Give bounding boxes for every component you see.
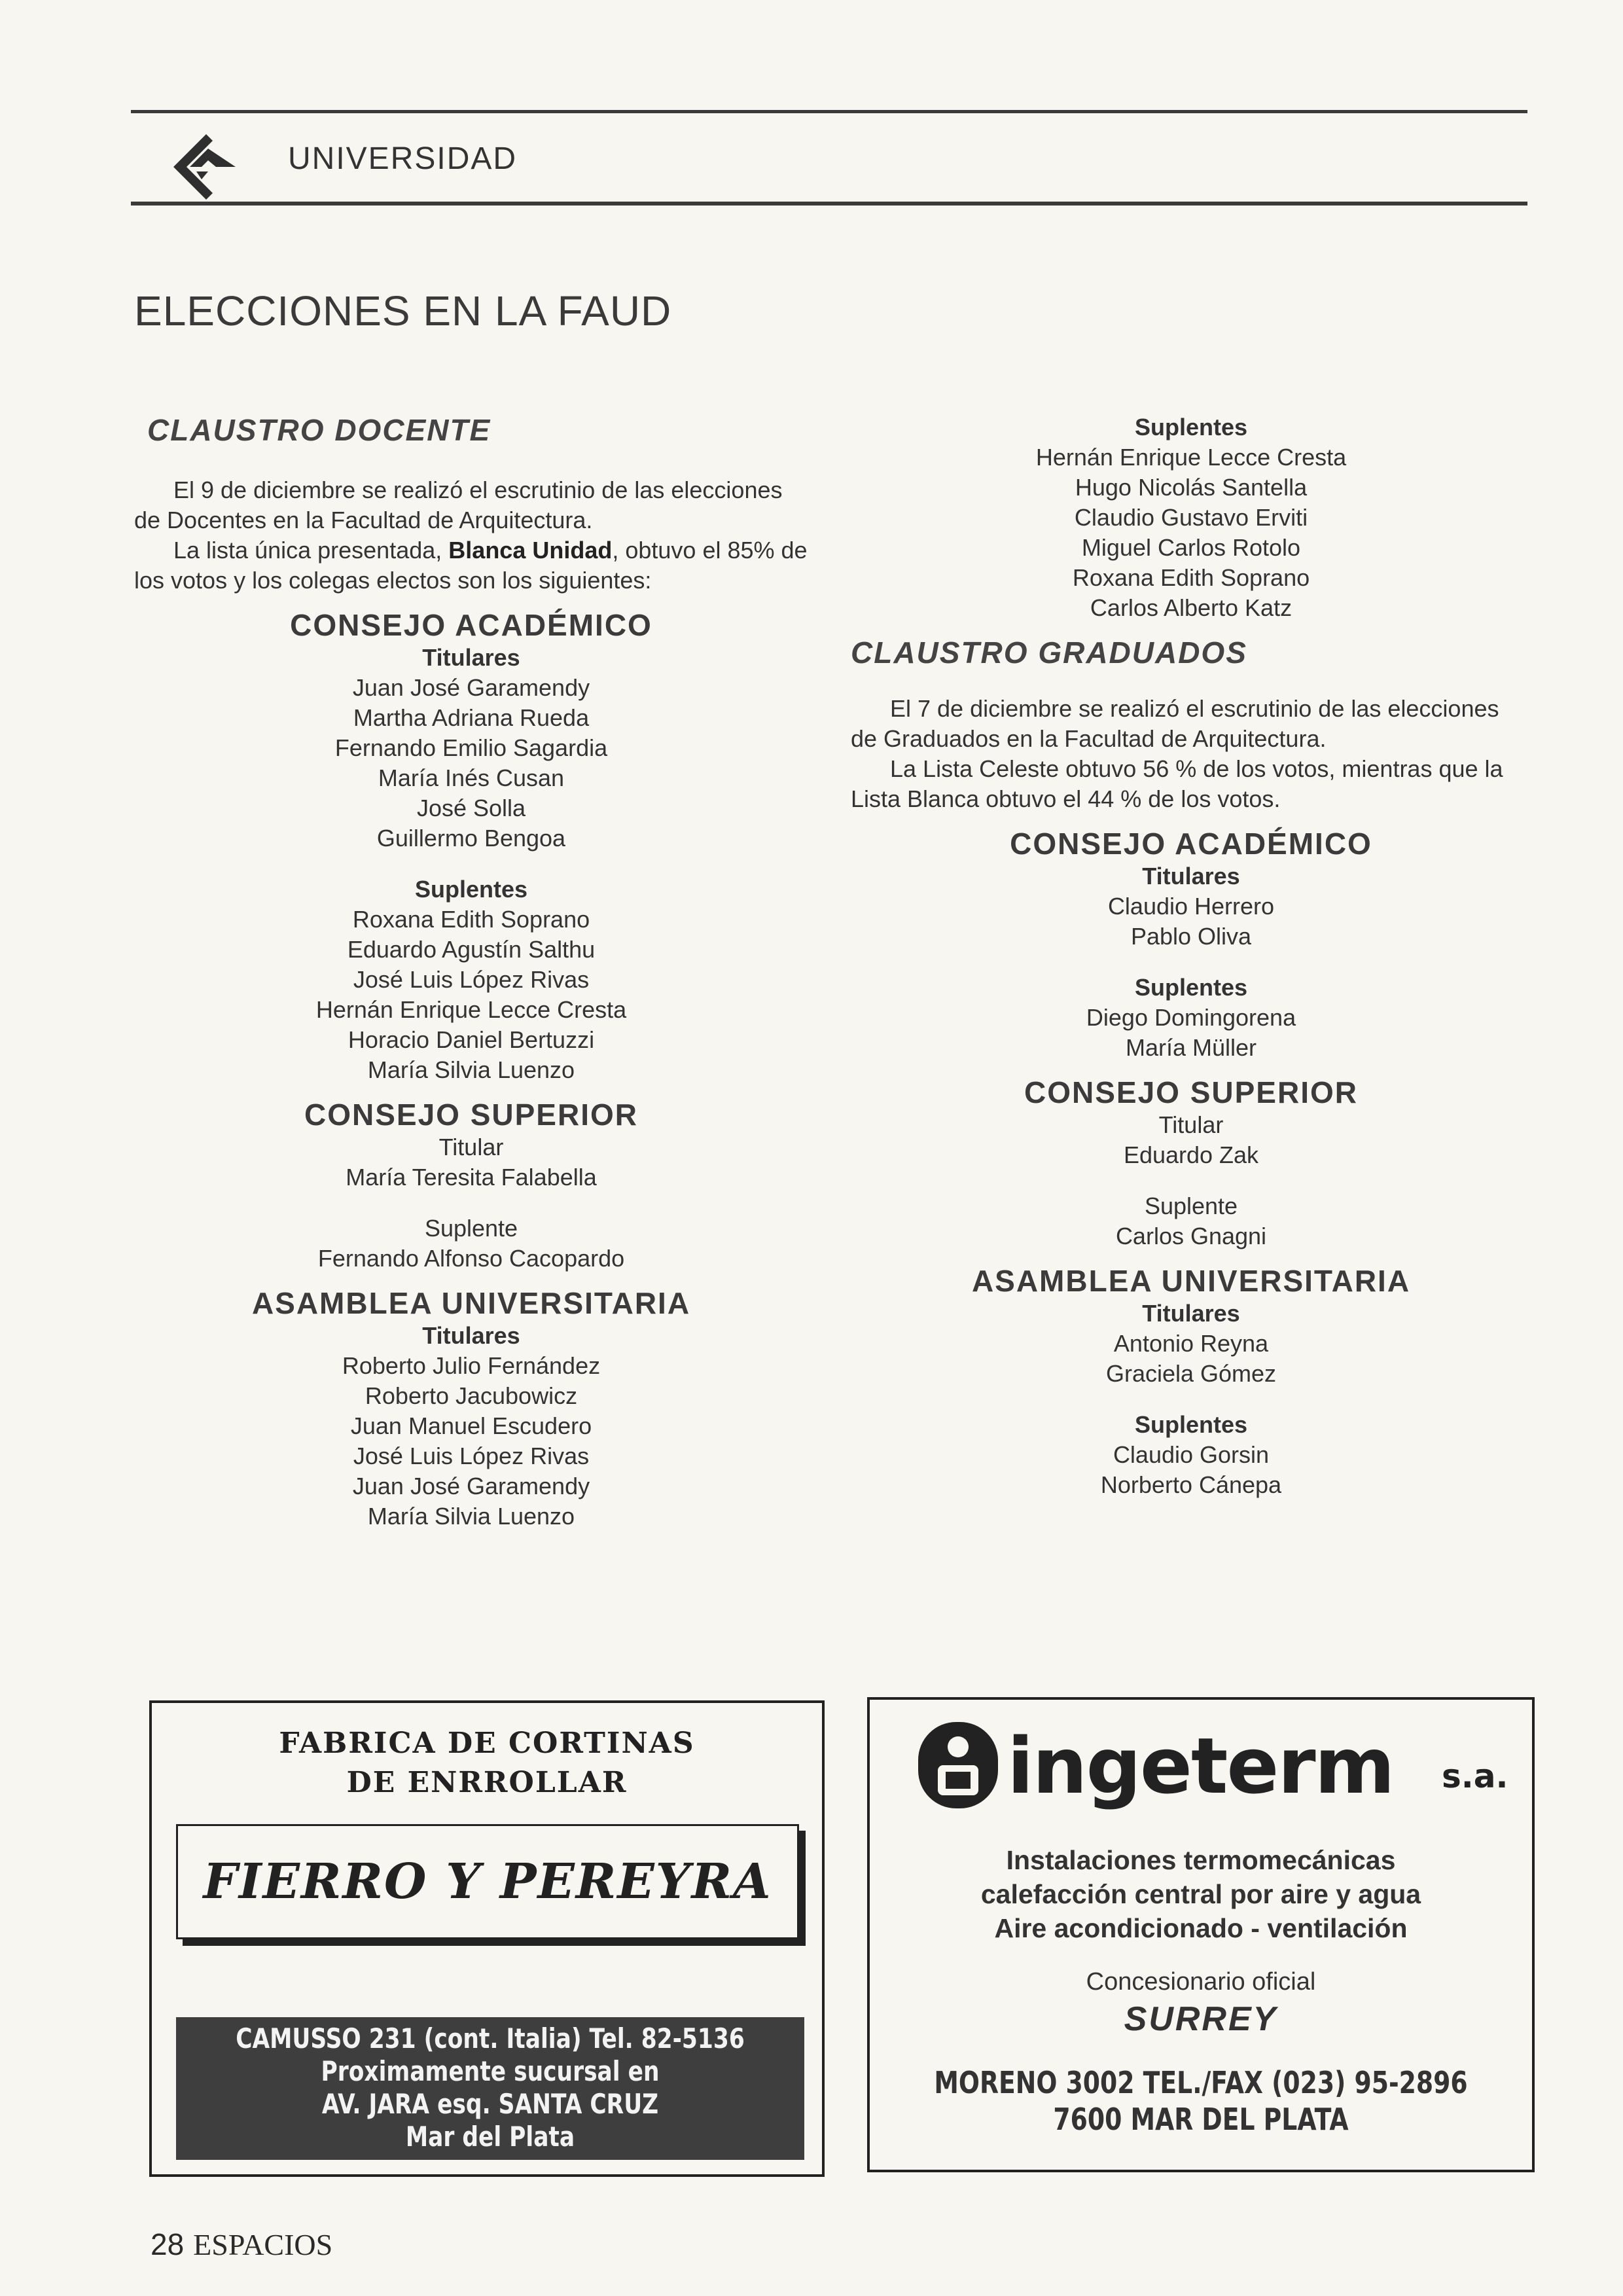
section-title: UNIVERSIDAD	[288, 141, 518, 176]
member-name: Diego Domingorena	[1086, 1004, 1296, 1031]
branch-line: Proximamente sucursal en	[321, 2055, 660, 2087]
docente-intro-2: La lista única presentada, Blanca Unidad, obtuvo el 85% de los votos y los colegas electos son los siguientes:	[134, 537, 808, 594]
consejo-superior-heading: CONSEJO SUPERIOR	[1024, 1075, 1358, 1109]
member-name: María Silvia Luenzo	[367, 1503, 575, 1530]
titulares-list	[851, 1329, 1531, 1389]
asamblea-universitaria-heading: ASAMBLEA UNIVERSITARIA	[251, 1286, 691, 1320]
member-name: Hernán Enrique Lecce Cresta	[1035, 444, 1347, 471]
member-name: Roberto Julio Fernández	[342, 1352, 601, 1379]
right-column	[851, 412, 1531, 1500]
member-name: Norberto Cánepa	[1100, 1471, 1282, 1498]
member-name: José Solla	[416, 795, 526, 821]
ad-headline-2: DE ENRROLLAR	[346, 1766, 628, 1799]
service-line-2: calefacción central por aire y agua	[980, 1879, 1421, 1909]
docente-intro-1: El 9 de diciembre se realizó el escrutinio de las elecciones de Docentes en la Facultad de Arquitectura.	[134, 476, 783, 533]
city-line: Mar del Plata	[405, 2121, 575, 2153]
consejo-academico-heading: CONSEJO ACADÉMICO	[290, 608, 652, 642]
member-name: Roxana Edith Soprano	[1072, 564, 1310, 591]
service-line-1: Instalaciones termomecánicas	[1006, 1845, 1396, 1875]
suplente-label: Suplente	[1144, 1193, 1238, 1219]
member-name: Juan Manuel Escudero	[350, 1412, 592, 1439]
service-line-3: Aire acondicionado - ventilación	[994, 1913, 1408, 1943]
address-line: CAMUSSO 231 (cont. Italia) Tel. 82-5136	[236, 2022, 745, 2054]
claustro-graduados-heading: CLAUSTRO GRADUADOS	[851, 636, 1247, 670]
suplente-label: Suplente	[424, 1215, 518, 1242]
member-name: Claudio Gorsin	[1113, 1441, 1270, 1468]
suplentes-label: Suplentes	[1134, 414, 1248, 440]
fierro-pereyra-ad	[149, 1700, 825, 2177]
ad-headline-1: FABRICA DE CORTINAS	[279, 1727, 695, 1760]
member-name: Roxana Edith Soprano	[352, 906, 590, 933]
member-name: Juan José Garamendy	[352, 674, 590, 701]
member-name: Hernán Enrique Lecce Cresta	[315, 996, 627, 1023]
member-name: Eduardo Agustín Salthu	[347, 936, 596, 963]
member-name: Miguel Carlos Rotolo	[1081, 534, 1301, 561]
titulares-label: Titulares	[422, 644, 520, 671]
page-number: 28	[151, 2227, 185, 2261]
city-line: 7600 MAR DEL PLATA	[1053, 2102, 1349, 2137]
suplentes-list	[851, 1440, 1531, 1500]
member-name: Guillermo Bengoa	[376, 825, 566, 852]
member-name: Martha Adriana Rueda	[353, 704, 590, 731]
member-name: Carlos Alberto Katz	[1090, 594, 1293, 621]
member-name: José Luis López Rivas	[353, 1443, 590, 1469]
titulares-list	[134, 673, 808, 853]
brand-name: ingeterm	[1007, 1721, 1394, 1811]
brand-box	[176, 1824, 799, 1939]
suplentes-label: Suplentes	[1134, 1411, 1248, 1438]
titulares-label: Titulares	[1142, 863, 1240, 889]
asamblea-universitaria-heading: ASAMBLEA UNIVERSITARIA	[971, 1264, 1411, 1298]
address-block	[176, 2017, 804, 2160]
graduados-intro-2: La Lista Celeste obtuvo 56 % de los votos, mientras que la Lista Blanca obtuvo el 44 % de los votos.	[851, 755, 1503, 812]
suplentes-list	[851, 442, 1531, 623]
ingeterm-ad	[867, 1697, 1535, 2172]
titular-label: Titular	[1158, 1111, 1224, 1138]
suplentes-label: Suplentes	[414, 876, 528, 903]
magazine-name: ESPACIOS	[193, 2228, 333, 2261]
left-column	[134, 412, 808, 1532]
suplente-name: Carlos Gnagni	[1115, 1223, 1267, 1249]
member-name: María Inés Cusan	[378, 764, 565, 791]
member-name: Antonio Reyna	[1113, 1330, 1269, 1357]
branch-address-line: AV. JARA esq. SANTA CRUZ	[321, 2088, 659, 2120]
consejo-superior-heading: CONSEJO SUPERIOR	[304, 1098, 638, 1132]
titular-name: María Teresita Falabella	[346, 1164, 597, 1191]
member-name: Horacio Daniel Bertuzzi	[348, 1026, 595, 1053]
member-name: Hugo Nicolás Santella	[1075, 474, 1308, 501]
member-name: Pablo Oliva	[1130, 923, 1252, 950]
page-title: ELECCIONES EN LA FAUD	[134, 287, 672, 334]
header-top-rule	[131, 110, 1527, 113]
suplentes-list	[134, 905, 808, 1085]
member-name: Fernando Emilio Sagardia	[334, 734, 608, 761]
suplente-name: Fernando Alfonso Cacopardo	[317, 1245, 625, 1272]
dealer-brand: SURREY	[1124, 2000, 1278, 2038]
titulares-list	[851, 891, 1531, 952]
member-name: Claudio Gustavo Erviti	[1074, 504, 1308, 531]
graduados-intro-1: El 7 de diciembre se realizó el escrutinio de las elecciones de Graduados en la Facultad de Arquitectura.	[851, 695, 1499, 752]
brand-name: FIERRO Y PEREYRA	[203, 1854, 772, 1910]
member-name: Claudio Herrero	[1107, 893, 1275, 920]
member-name: María Silvia Luenzo	[367, 1056, 575, 1083]
header-bottom-rule	[131, 202, 1527, 206]
member-name: José Luis López Rivas	[353, 966, 590, 993]
member-name: María Müller	[1125, 1034, 1257, 1061]
suplentes-label: Suplentes	[1134, 974, 1248, 1001]
titulares-label: Titulares	[1142, 1300, 1240, 1327]
titulares-label: Titulares	[422, 1322, 520, 1349]
universidad-logo-icon	[170, 131, 242, 203]
contact-line: MORENO 3002 TEL./FAX (023) 95-2896	[934, 2065, 1468, 2100]
member-name: Juan José Garamendy	[352, 1473, 590, 1499]
titular-label: Titular	[438, 1134, 504, 1160]
titular-name: Eduardo Zak	[1123, 1141, 1259, 1168]
brand-suffix: s.a.	[1442, 1757, 1508, 1795]
consejo-academico-heading: CONSEJO ACADÉMICO	[1010, 827, 1372, 861]
titulares-list	[134, 1351, 808, 1532]
ingeterm-logo-icon	[916, 1719, 1001, 1811]
member-name: Graciela Gómez	[1105, 1360, 1277, 1387]
member-name: Roberto Jacubowicz	[365, 1382, 578, 1409]
dealer-line: Concesionario oficial	[1086, 1968, 1316, 1996]
suplentes-list	[851, 1003, 1531, 1063]
page-footer	[151, 2227, 332, 2262]
claustro-docente-heading: CLAUSTRO DOCENTE	[147, 413, 491, 447]
